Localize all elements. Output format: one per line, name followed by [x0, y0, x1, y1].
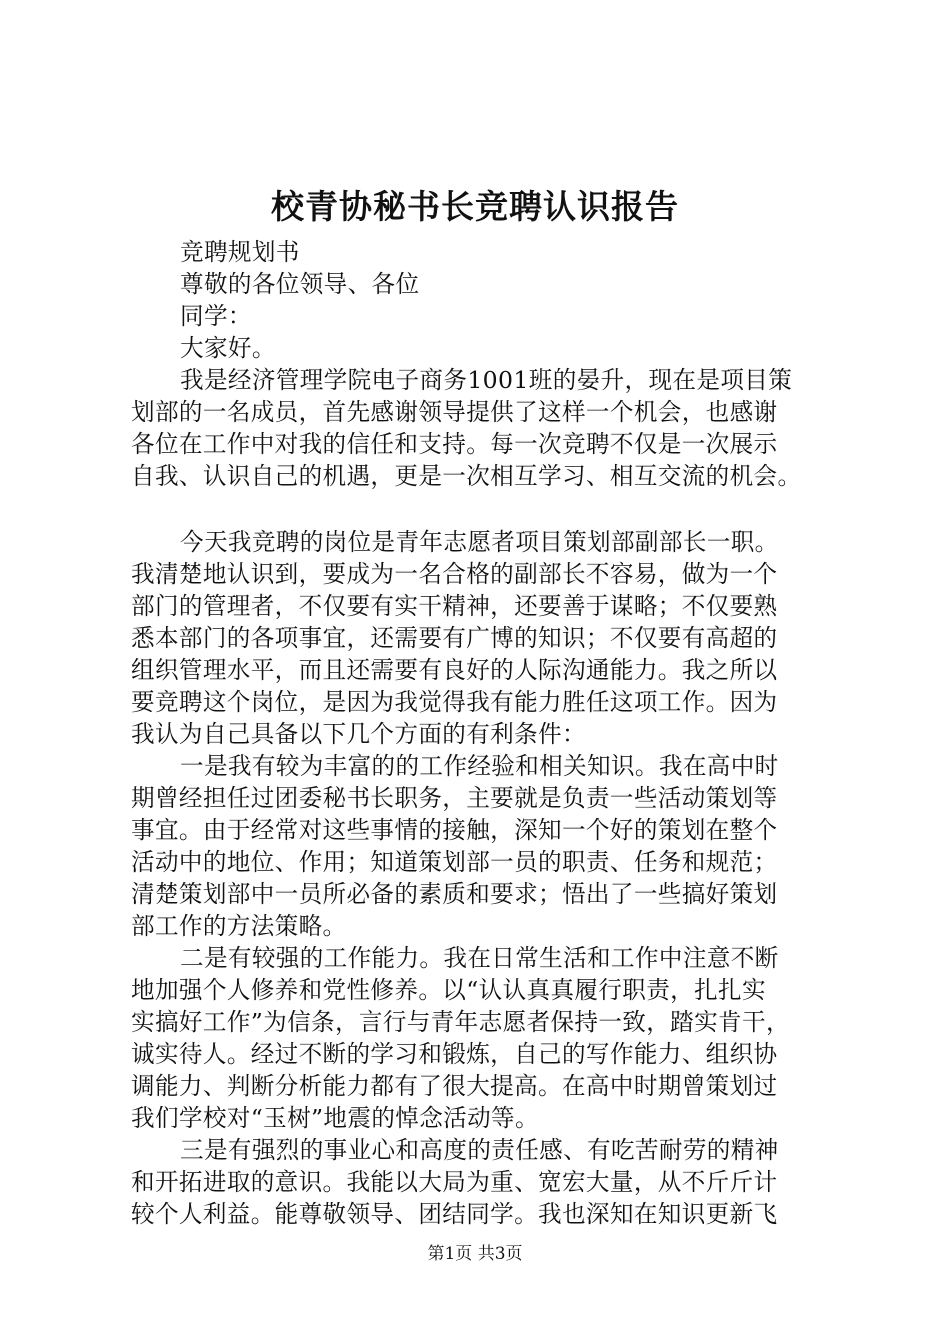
- text-line: 部门的管理者，不仅要有实干精神，还要善于谋略；不仅要熟: [131, 592, 778, 620]
- text-line: 调能力、判断分析能力都有了很大提高。在高中时期曾策划过: [131, 1072, 778, 1100]
- text-line: 划部的一名成员，首先感谢领导提供了这样一个机会，也感谢: [131, 398, 778, 426]
- text-line: 我们学校对“玉树”地震的悼念活动等。: [131, 1104, 539, 1132]
- text-line: 自我、认识自己的机遇，更是一次相互学习、相互交流的机会。: [131, 462, 802, 490]
- paragraph-gap: [131, 492, 831, 526]
- document-title: 校青协秘书长竞聘认识报告: [271, 187, 679, 226]
- text-line: 今天我竞聘的岗位是青年志愿者项目策划部副部长一职。: [180, 528, 779, 556]
- text-line: 尊敬的各位领导、各位: [180, 270, 420, 298]
- text-line: 悉本部门的各项事宜，还需要有广博的知识；不仅要有高超的: [131, 624, 778, 652]
- text-line: 三是有强烈的事业心和高度的责任感、有吃苦耐劳的精神: [180, 1136, 779, 1164]
- text-line: 各位在工作中对我的信任和支持。每一次竞聘不仅是一次展示: [131, 430, 778, 458]
- text-line: 事宜。由于经常对这些事情的接触，深知一个好的策划在整个: [131, 816, 778, 844]
- text-line: 一是我有较为丰富的的工作经验和相关知识。我在高中时: [180, 752, 779, 780]
- text-line: 大家好。: [180, 334, 276, 362]
- text-line: 竞聘规划书: [180, 238, 300, 266]
- text-line: 和开拓进取的意识。我能以大局为重、宽宏大量，从不斤斤计: [131, 1168, 778, 1196]
- text-line: 部工作的方法策略。: [131, 912, 347, 940]
- text-line: 较个人利益。能尊敬领导、团结同学。我也深知在知识更新飞: [131, 1200, 778, 1228]
- text-line: 实搞好工作”为信条，言行与青年志愿者保持一致，踏实肯干，: [131, 1008, 790, 1036]
- text-line: 清楚策划部中一员所必备的素质和要求；悟出了一些搞好策划: [131, 880, 778, 908]
- text-line: 二是有较强的工作能力。我在日常生活和工作中注意不断: [180, 944, 779, 972]
- page-number-footer: 第1页 共3页: [427, 1244, 523, 1264]
- text-line: 活动中的地位、作用；知道策划部一员的职责、任务和规范；: [131, 848, 778, 876]
- text-line: 要竞聘这个岗位，是因为我觉得我有能力胜任这项工作。因为: [131, 688, 778, 716]
- text-line: 我是经济管理学院电子商务1001班的晏升，现在是项目策: [180, 366, 793, 394]
- text-line: 诚实待人。经过不断的学习和锻炼，自己的写作能力、组织协: [131, 1040, 778, 1068]
- text-line: 我认为自己具备以下几个方面的有利条件：: [131, 720, 586, 748]
- text-line: 期曾经担任过团委秘书长职务，主要就是负责一些活动策划等: [131, 784, 778, 812]
- text-line: 我清楚地认识到，要成为一名合格的副部长不容易，做为一个: [131, 560, 778, 588]
- document-body: [131, 236, 831, 1230]
- text-line: 组织管理水平，而且还需要有良好的人际沟通能力。我之所以: [131, 656, 778, 684]
- text-line: 地加强个人修养和党性修养。以“认认真真履行职责，扎扎实: [131, 976, 766, 1004]
- text-line: 同学：: [180, 302, 252, 330]
